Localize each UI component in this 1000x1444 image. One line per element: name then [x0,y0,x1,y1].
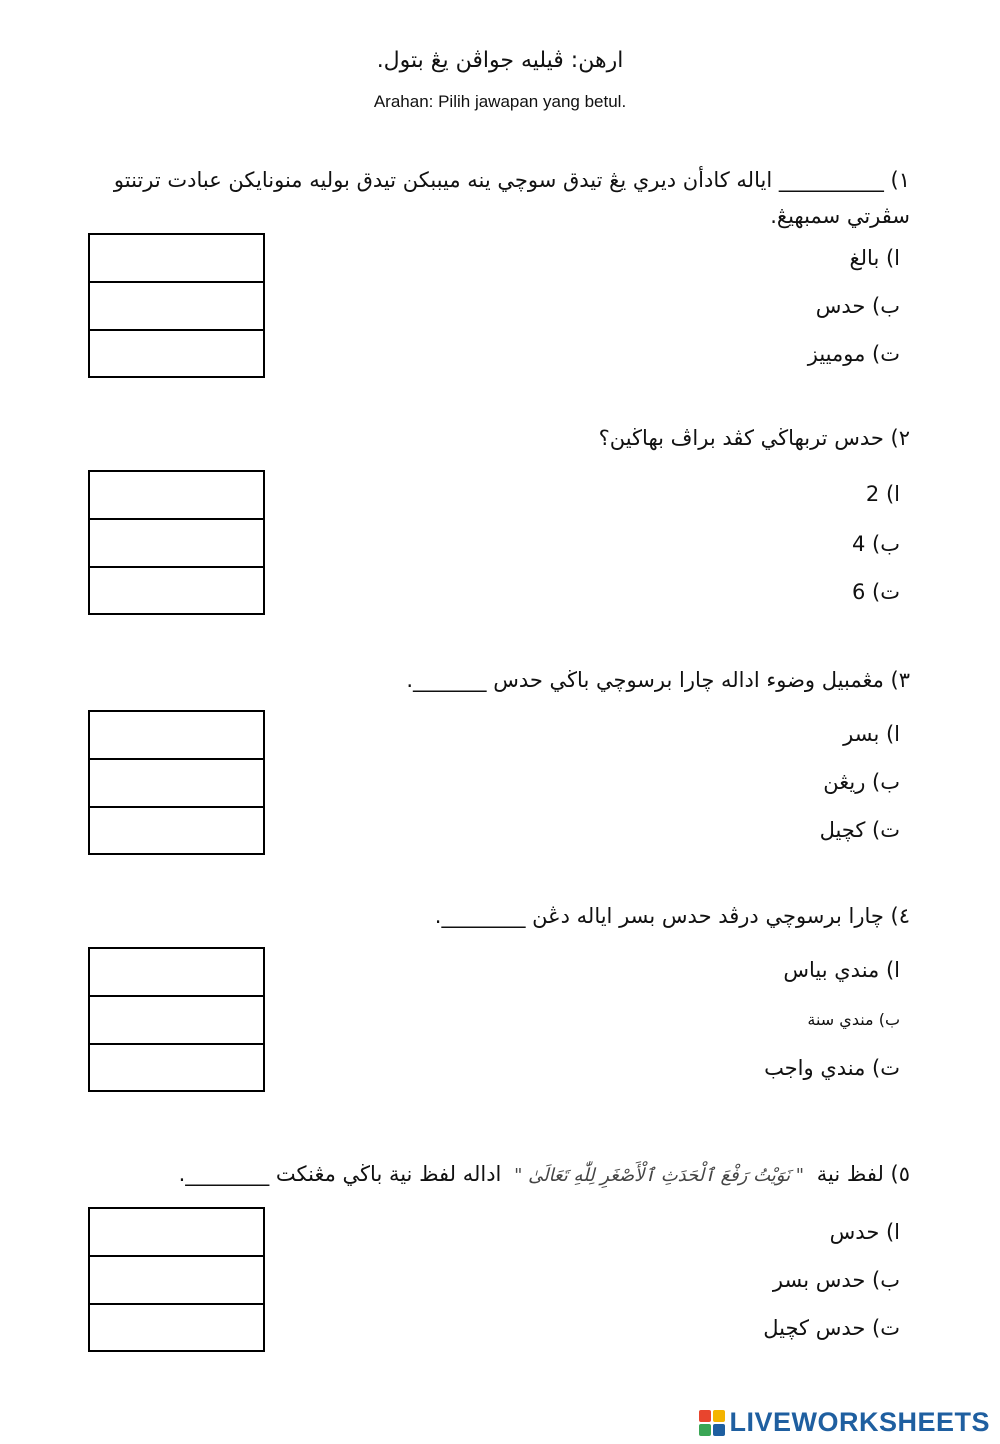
q4-answer-box-b[interactable] [90,997,263,1045]
q2-answer-box-c[interactable] [90,568,263,616]
q5-option-b: ب) حدس بسر [772,1268,900,1292]
q3-answer-boxes [88,710,265,855]
q1-answer-box-b[interactable] [90,283,263,331]
q4-option-c: ت) مندي واجب [764,1056,900,1080]
q4-option-a: ا) مندي بياس [783,958,900,982]
q3-answer-box-b[interactable] [90,760,263,808]
q4-option-b: ب) مندي سنة [807,1010,900,1029]
question-4-text: ٤) چارا برسوچي درڤد حدس بسر اياله دڠن ________. [434,904,910,928]
q1-answer-boxes [88,233,265,378]
q1-option-c: ت) مومييز [807,342,900,366]
q4-answer-boxes [88,947,265,1092]
liveworksheets-logo[interactable] [699,1407,990,1438]
q5-answer-boxes [88,1207,265,1352]
q5-answer-box-a[interactable] [90,1209,263,1257]
q3-option-b: ب) ريڠن [823,770,900,794]
instruction-rumi: Arahan: Pilih jawapan yang betul. [373,92,627,111]
brand-name: LIVEWORKSHEETS [729,1407,990,1437]
question-1-text: ١) __________ اياله كادأن ديري يڠ تيدق سوچي ينه ميببكن تيدق بوليه منونايكن عبادت ترتنتو سڤرتي سمبهيڠ. [113,168,910,228]
q5-option-a: ا) حدس [829,1220,900,1244]
q1-answer-box-a[interactable] [90,235,263,283]
q3-option-c: ت) كچيل [819,818,900,842]
q5-answer-box-b[interactable] [90,1257,263,1305]
q3-answer-box-a[interactable] [90,712,263,760]
question-5-suffix: اداله لفظ نية باڬي مڠنكت ________. [178,1162,502,1186]
q4-answer-box-c[interactable] [90,1045,263,1093]
q1-answer-box-c[interactable] [90,331,263,379]
question-5-prefix: ٥) لفظ نية [816,1162,910,1186]
q2-answer-box-b[interactable] [90,520,263,568]
instruction-jawi: ارهن: ڤيليه جواڤن يڠ بتول. [376,48,624,73]
q2-option-c: ت) 6 [851,580,900,604]
q4-answer-box-a[interactable] [90,949,263,997]
question-5-text [179,1156,910,1194]
question-2-text: ٢) حدس تربهاڬي كڤد براڤ بهاڬين؟ [598,426,910,450]
q1-option-a: ا) بالغ [849,246,900,270]
q3-option-a: ا) بسر [843,722,900,746]
q2-answer-box-a[interactable] [90,472,263,520]
q2-option-a: ا) 2 [865,482,900,506]
question-3-text: ٣) مڠمبيل وضوء اداله چارا برسوچي باڬي حدس _______. [406,668,910,692]
q5-option-c: ت) حدس كچيل [763,1316,900,1340]
q1-option-b: ب) حدس [815,294,900,318]
q2-option-b: ب) 4 [851,532,900,556]
niat-phrase: " نَوَيْتُ رَفْعَ ٱلْحَدَثِ ٱلْأَصْغَرِ لِلّٰهِ تَعَالَىٰ " [514,1165,805,1186]
q3-answer-box-c[interactable] [90,808,263,856]
q2-answer-boxes [88,470,265,615]
q5-answer-box-c[interactable] [90,1305,263,1353]
liveworksheets-icon [699,1410,725,1436]
